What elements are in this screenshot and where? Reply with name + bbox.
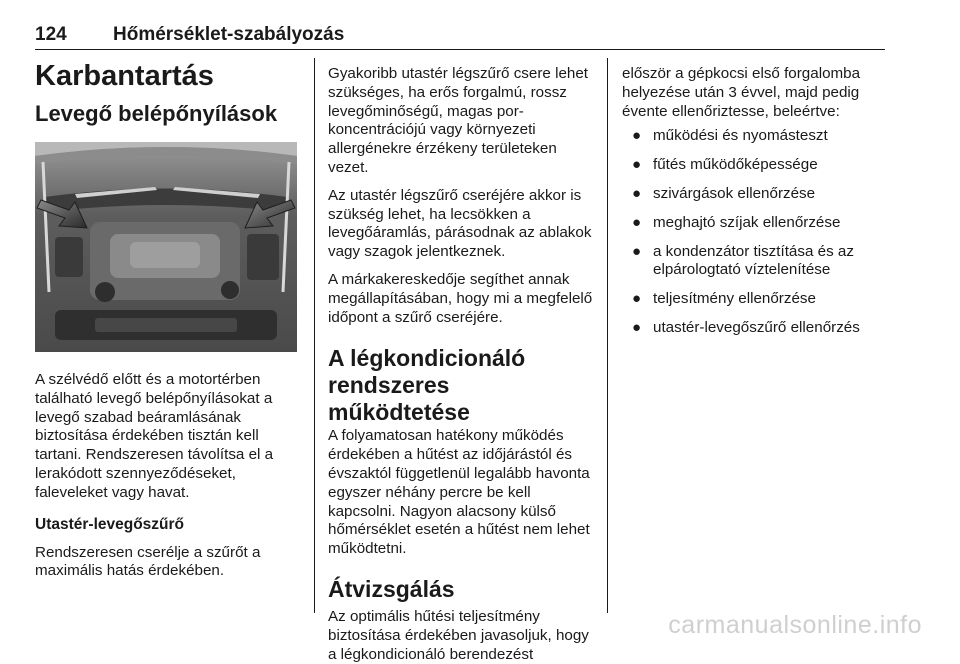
list-item: ● utastér-levegőszűrő ellenőrzés (632, 318, 860, 336)
list-item: ● szivárgások ellenőrzése (632, 184, 816, 202)
bullet-icon: ● (632, 242, 642, 260)
filter-airflow-paragraph: Az utastér légszűrő cseréjére akkor is szükség lehet, ha lecsökken a levegőáramlás, párásodnak az ablakok vagy szagok jelentkeznek. (328, 186, 592, 261)
column-divider-1 (314, 58, 315, 613)
filter-paragraph: Rendszeresen cserélje a szűrőt a maximális hatás érdekében. (35, 543, 261, 580)
header-rule (35, 49, 885, 50)
inspection-paragraph: Az optimális hűtési teljesítmény biztosítása érdekében javasoljuk, hogy a légkondicionáló berendezést (328, 607, 589, 663)
subsection-title: Levegő belépőnyílások (35, 101, 278, 126)
engine-bay-photo (35, 142, 297, 352)
section-title: Karbantartás (35, 60, 214, 92)
list-item: ● teljesítmény ellenőrzése (632, 290, 816, 308)
list-item: ● meghajtó szíjak ellenőrzése (632, 213, 841, 231)
column-1 (35, 58, 297, 581)
filter-heading: Utastér-levegőszűrő (35, 515, 185, 533)
column-2 (328, 58, 593, 664)
bullet-icon: ● (632, 213, 642, 231)
watermark: carmanualsonline.info (668, 611, 922, 639)
bullet-icon: ● (632, 127, 642, 145)
inspection-schedule-paragraph: először a gépkocsi első forgalomba helyezése után 3 évvel, majd pedig évente ellenőriztesse, beleértve: (622, 65, 861, 120)
list-item: ● működési és nyomásteszt (632, 127, 828, 145)
bullet-icon: ● (632, 318, 642, 336)
air-inlet-paragraph: A szélvédő előtt és a motortérben található levegő belépőnyílásokat a levegő szabad beáramlásának biztosítása érdekében tisztán kell tartani. Rendszeresen távolítsa el a lerakódott szennyeződéseket, faleveleket vagy havat. (35, 371, 274, 501)
bullet-icon: ● (632, 156, 642, 174)
bullet-icon: ● (632, 184, 642, 202)
bullet-icon: ● (632, 290, 642, 308)
column-3 (622, 58, 887, 348)
inspection-checklist (622, 127, 887, 337)
dealer-paragraph: A márkakereskedője segíthet annak megállapításában, hogy mi a megfelelő időpont a szűrő cseréjére. (328, 270, 593, 326)
running-title: Hőmérséklet-szabályozás (113, 24, 345, 45)
filter-change-paragraph: Gyakoribb utastér légszűrő csere lehet szükséges, ha erős forgalmú, rossz levegőminőségű, magas por-koncentrációjú vagy környezeti allergénekre érzékeny területeken vezet. (328, 65, 589, 176)
page-number: 124 (35, 24, 67, 45)
list-item: ● a kondenzátor tisztítása és az elpárologtató víztelenítése (632, 242, 854, 279)
inspection-heading: Átvizsgálás (328, 575, 455, 602)
ac-heading: A légkondicionáló rendszeres működtetése (328, 345, 526, 426)
ac-paragraph: A folyamatosan hatékony működés érdekében a hűtést az időjárástól és évszaktól függetlenül legalább havonta egyszer néhány percre be kell kapcsolni. Nagyon alacsony külső hőmérséklet esetén a hűtést nem lehet működtetni. (328, 427, 590, 558)
list-item: ● fűtés működőképessége (632, 156, 818, 174)
column-divider-2 (607, 58, 608, 613)
